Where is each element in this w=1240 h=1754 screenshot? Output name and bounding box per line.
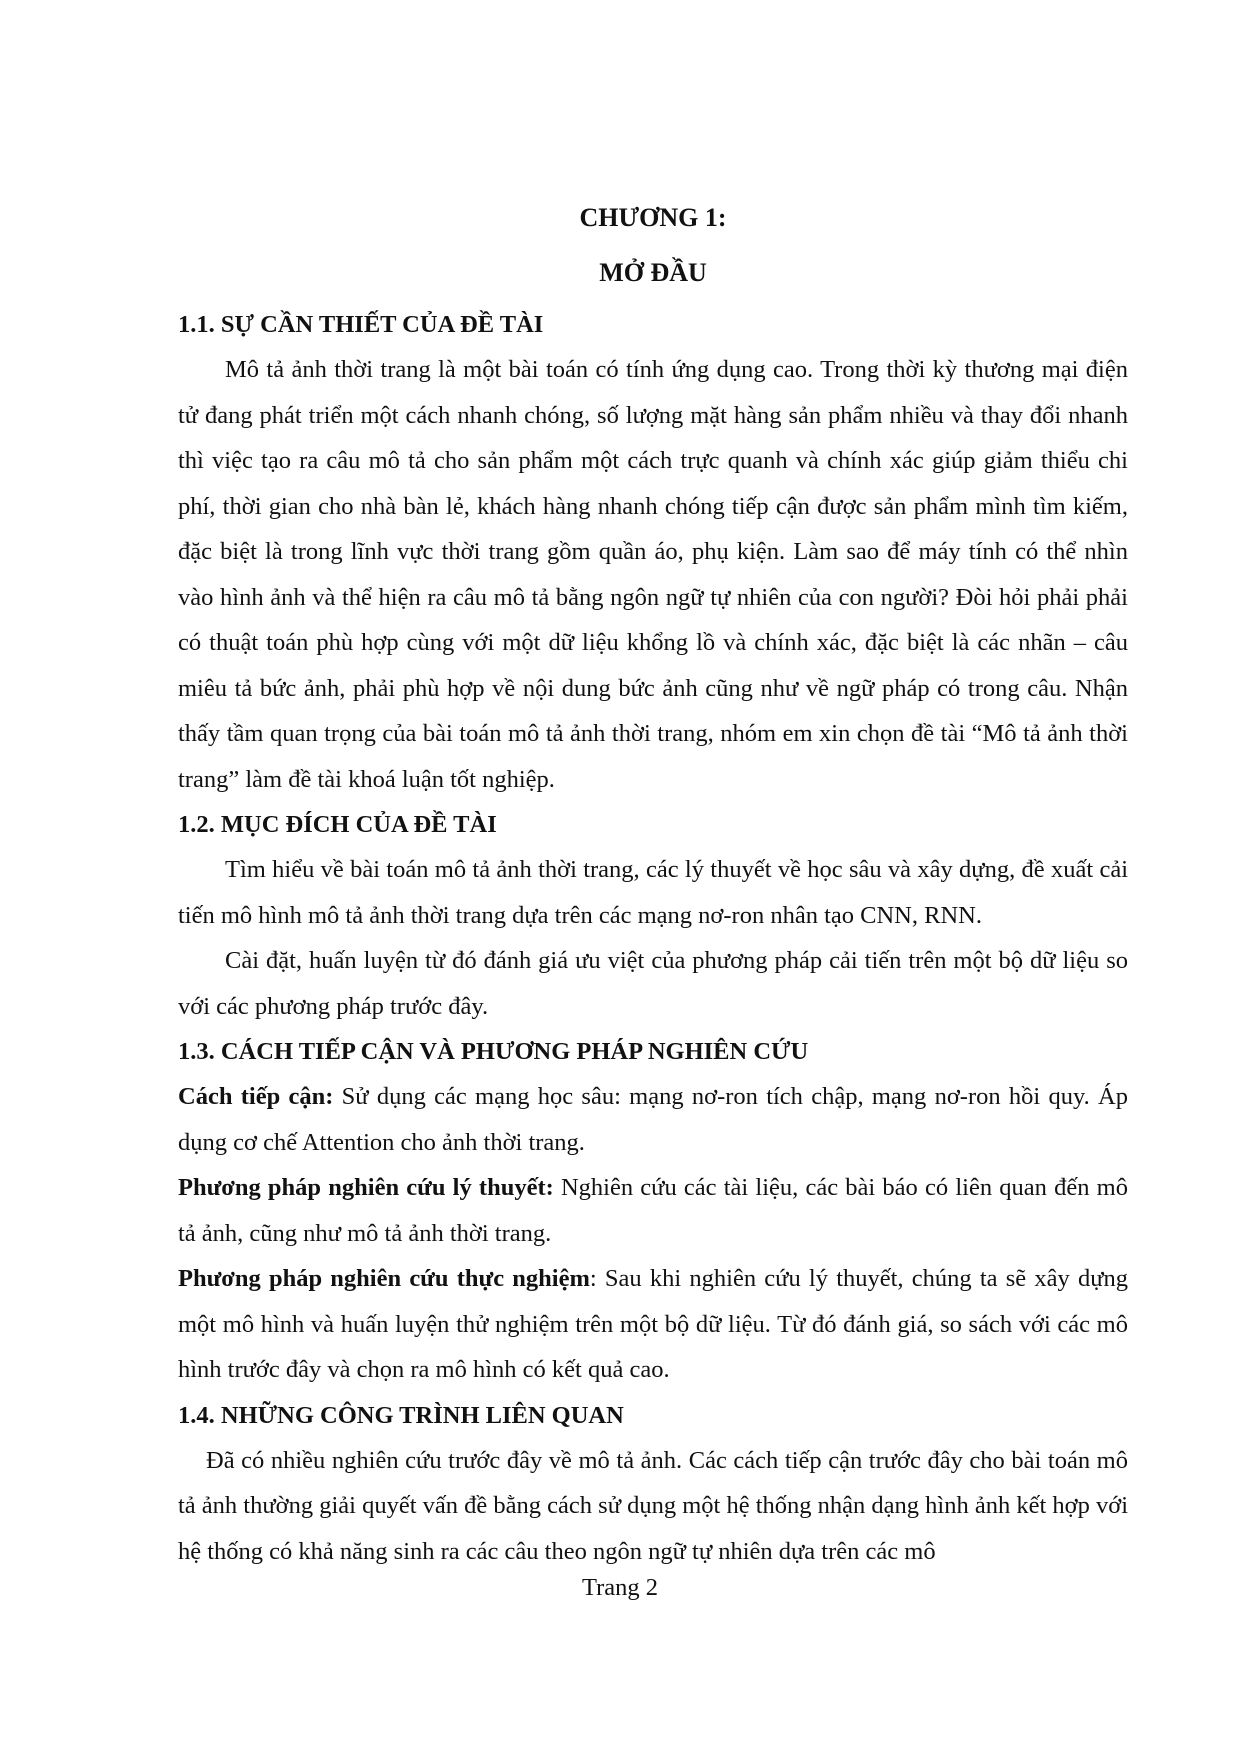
section-heading-1-3: 1.3. CÁCH TIẾP CẬN VÀ PHƯƠNG PHÁP NGHIÊN CỨU xyxy=(178,1038,809,1065)
page-number: Trang 2 xyxy=(581,1574,658,1601)
theory-label: Phương pháp nghiên cứu lý thuyết: xyxy=(178,1174,554,1201)
section-heading-1-2: 1.2. MỤC ĐÍCH CỦA ĐỀ TÀI xyxy=(178,811,497,838)
paragraph: Cài đặt, huấn luyện từ đó đánh giá ưu việt của phương pháp cải tiến trên một bộ dữ liệu so với các phương pháp trước đây. xyxy=(178,947,1128,1020)
page-content xyxy=(178,190,1128,1574)
theory-text: Nghiên cứu các tài liệu, các bài báo có liên quan đến mô tả ảnh, cũng như mô tả ảnh thời trang. xyxy=(178,1174,1128,1247)
theory-paragraph xyxy=(178,1165,1128,1256)
experiment-paragraph xyxy=(178,1256,1128,1393)
approach-text: Sử dụng các mạng học sâu: mạng nơ-ron tích chập, mạng nơ-ron hồi quy. Áp dụng cơ chế Attention cho ảnh thời trang. xyxy=(178,1083,1128,1156)
paragraph: Mô tả ảnh thời trang là một bài toán có tính ứng dụng cao. Trong thời kỳ thương mại điện tử đang phát triển một cách nhanh chóng, số lượng mặt hàng sản phẩm nhiều và thay đổi nhanh thì việc tạo ra câu mô tả cho sản phẩm một cách trực quanh và chính xác giúp giảm thiểu chi phí, thời gian cho nhà bàn lẻ, khách hàng nhanh chóng tiếp cận được sản phẩm mình tìm kiếm, đặc biệt là trong lĩnh vực thời trang gồm quần áo, phụ kiện. Làm sao để máy tính có thể nhìn vào hình ảnh và thể hiện ra câu mô tả bằng ngôn ngữ tự nhiên của con người? Đòi hỏi phải phải có thuật toán phù hợp cùng với một dữ liệu khổng lồ và chính xác, đặc biệt là các nhãn – câu miêu tả bức ảnh, phải phù hợp về nội dung bức ảnh cũng như về ngữ pháp có trong câu. Nhận thấy tầm quan trọng của bài toán mô tả ảnh thời trang, nhóm em xin chọn đề tài “Mô tả ảnh thời trang” làm đề tài khoá luận tốt nghiệp. xyxy=(178,356,1128,793)
paragraph: Đã có nhiều nghiên cứu trước đây về mô tả ảnh. Các cách tiếp cận trước đây cho bài toán mô tả ảnh thường giải quyết vấn đề bằng cách sử dụng một hệ thống nhận dạng hình ảnh kết hợp với hệ thống có khả năng sinh ra các câu theo ngôn ngữ tự nhiên dựa trên các mô xyxy=(178,1446,1128,1565)
experiment-text: : Sau khi nghiên cứu lý thuyết, chúng ta sẽ xây dựng một mô hình và huấn luyện thử nghiệm trên một bộ dữ liệu. Từ đó đánh giá, so sách với các mô hình trước đây và chọn ra mô hình có kết quả cao. xyxy=(178,1265,1128,1383)
section-heading-1-4: 1.4. NHỮNG CÔNG TRÌNH LIÊN QUAN xyxy=(178,1401,624,1429)
experiment-label: Phương pháp nghiên cứu thực nghiệm xyxy=(178,1265,590,1292)
approach-label: Cách tiếp cận: xyxy=(178,1083,334,1110)
paragraph: Tìm hiểu về bài toán mô tả ảnh thời trang, các lý thuyết về học sâu và xây dựng, đề xuất cải tiến mô hình mô tả ảnh thời trang dựa trên các mạng nơ-ron nhân tạo CNN, RNN. xyxy=(178,856,1128,929)
approach-paragraph xyxy=(178,1074,1128,1165)
chapter-number: CHƯƠNG 1: xyxy=(579,203,727,232)
section-heading-1-1: 1.1. SỰ CẦN THIẾT CỦA ĐỀ TÀI xyxy=(178,311,544,338)
chapter-title: MỞ ĐẦU xyxy=(599,258,707,287)
